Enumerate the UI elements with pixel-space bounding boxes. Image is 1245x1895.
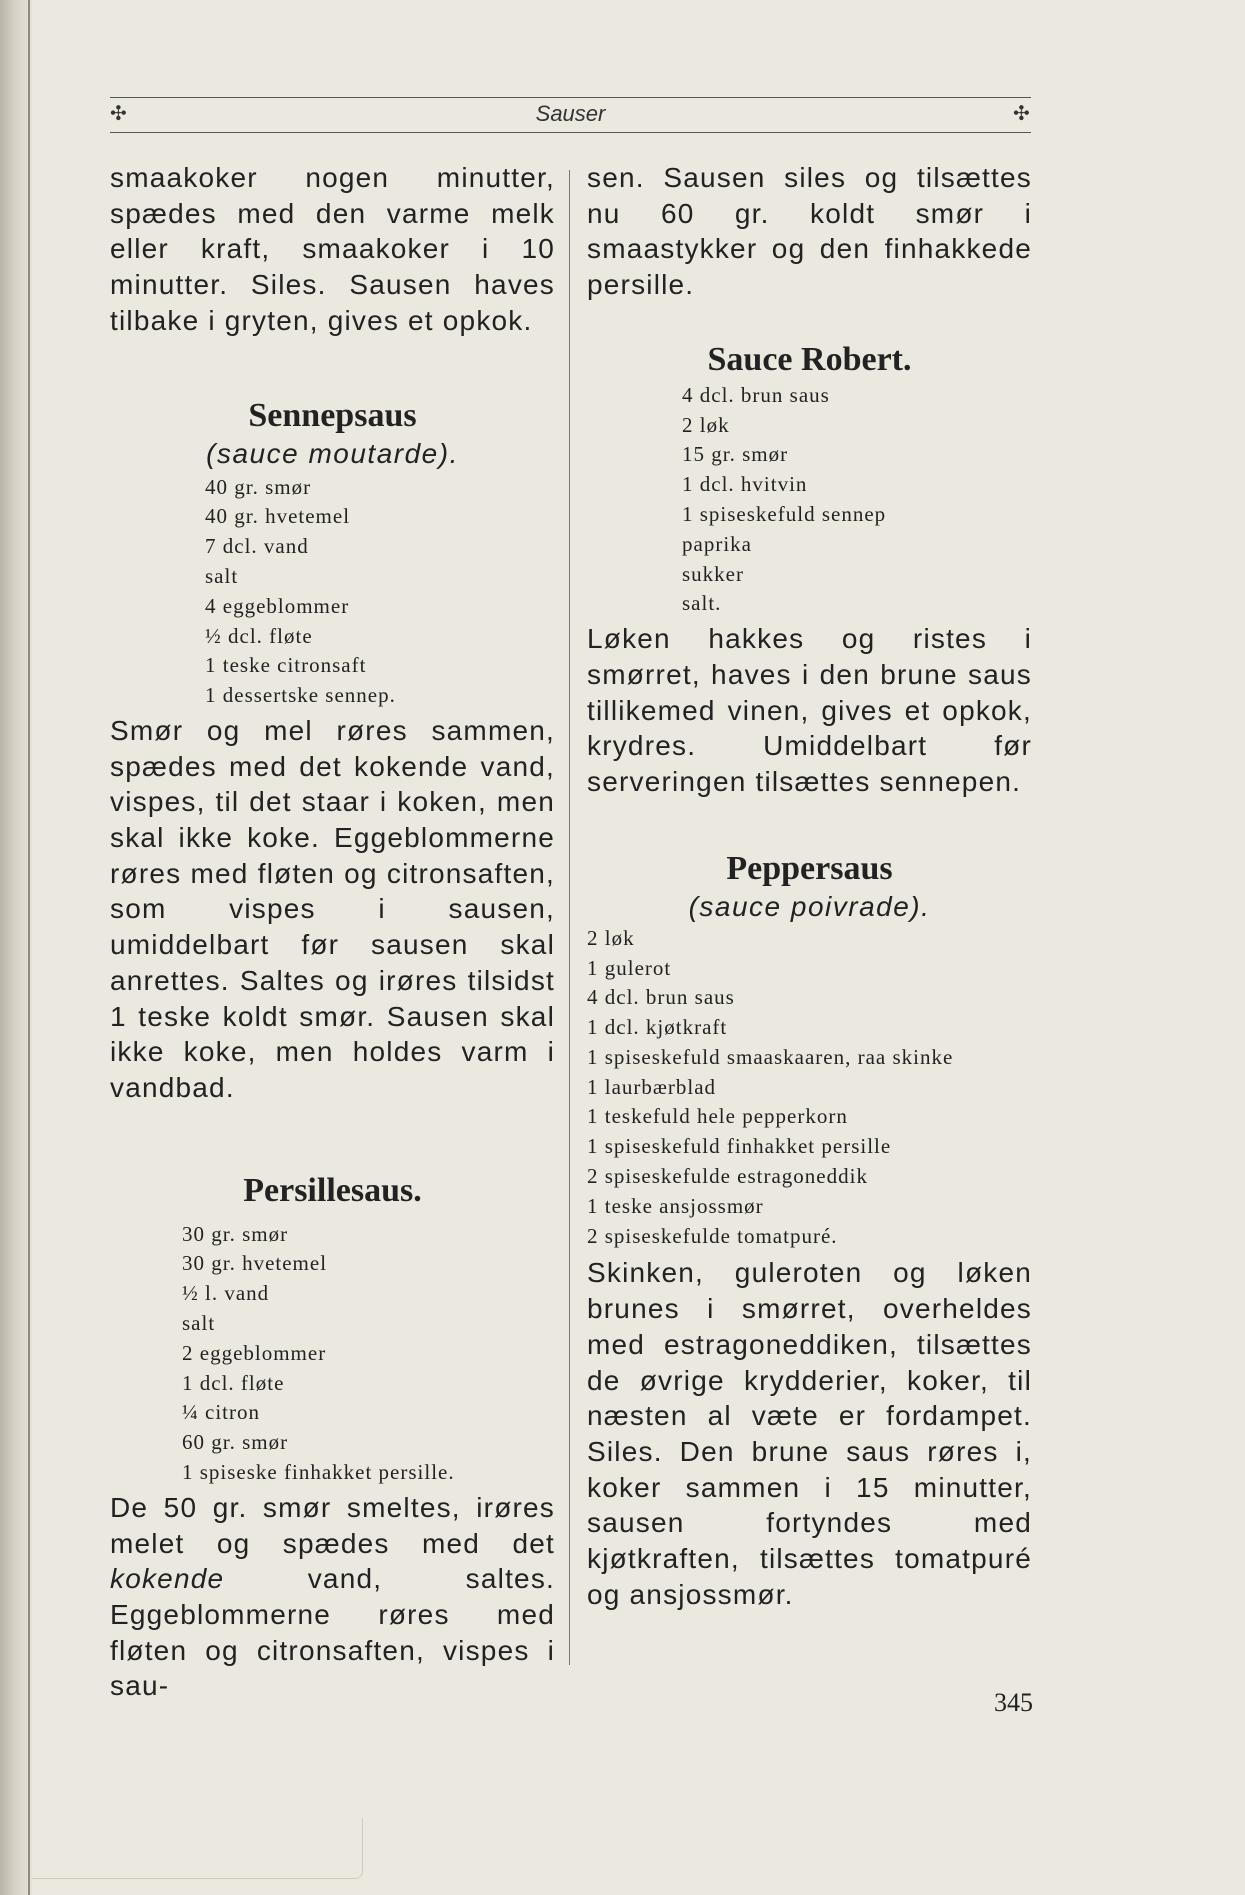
ingredient-item: ½ l. vand (182, 1281, 270, 1306)
method-paragraph-persillesaus (110, 1490, 555, 1704)
ingredient-item: 40 gr. hvetemel (205, 504, 351, 529)
right-column (587, 160, 1032, 1613)
ingredient-item: 1 gulerot (587, 955, 672, 980)
ingredient-item: 1 spiseskefuld finhakket persille (587, 1134, 892, 1159)
ingredient-item: 1 teske citronsaft (205, 653, 367, 678)
page-number: 345 (994, 1688, 1033, 1717)
method-italic-text: kokende (110, 1563, 225, 1595)
ingredient-list-peppersaus (587, 924, 1032, 1252)
intro-paragraph: smaakoker nogen minutter, spædes med den varme melk eller kraft, smaakoker i 10 minutter. Siles. Sausen haves tilbake i gryten, gives et opkok. (110, 162, 555, 336)
header-ornament-right: ✣ (1013, 103, 1030, 125)
column-divider (569, 170, 570, 1665)
ingredient-item: 1 dessertske sennep. (205, 683, 396, 708)
ingredient-item: 2 løk (682, 412, 730, 437)
recipe-subtitle-peppersaus: (sauce poivrade). (688, 890, 931, 922)
method-paragraph-peppersaus: Skinken, guleroten og løken brunes i smørret, overheldes med estragoneddiken, tilsættes de øvrige krydderier, koker, til næsten al væte er fordampet. Siles. Den brune saus røres i, koker sammen i 15 minutter, sausen fortyndes med kjøtkraften, tilsættes tomatpuré og ansjossmør. (587, 1257, 1032, 1610)
ingredient-item: 1 spiseske finhakket persille. (182, 1460, 455, 1484)
ingredient-list-sennepsaus (205, 473, 555, 711)
ingredient-item: 1 dcl. fløte (182, 1370, 285, 1395)
ingredient-list-persillesaus (182, 1220, 555, 1488)
ingredient-item: 15 gr. smør (682, 442, 789, 467)
ingredient-item: 1 teske ansjossmør (587, 1193, 764, 1218)
ingredient-item: 1 dcl. hvitvin (682, 472, 808, 497)
ingredient-item: ¼ citron (182, 1400, 260, 1425)
header-rule-bottom (110, 132, 1031, 133)
ingredient-item: 1 spiseskefuld smaaskaaren, raa skinke (587, 1044, 954, 1069)
ingredient-item: salt (205, 563, 239, 588)
ingredient-item: salt. (682, 591, 722, 616)
ingredient-item: sukker (682, 561, 744, 586)
continuation-paragraph: sen. Sausen siles og tilsættes nu 60 gr. koldt smør i smaastykker og den finhakkede persille. (587, 162, 1032, 301)
ingredient-item: 30 gr. smør (182, 1221, 289, 1246)
ingredient-item: ½ dcl. fløte (205, 623, 313, 648)
ingredient-item: 40 gr. smør (205, 474, 312, 499)
ingredient-item: 2 eggeblommer (182, 1340, 327, 1365)
recipe-subtitle-sennepsaus: (sauce moutarde). (206, 437, 459, 469)
ingredient-item: 1 teskefuld hele pepperkorn (587, 1104, 848, 1129)
spine-edge (28, 0, 30, 1895)
header-rule-top (110, 97, 1031, 98)
left-column (110, 160, 555, 1704)
recipe-title-sauce-robert: Sauce Robert. (707, 340, 912, 378)
ingredient-item: paprika (682, 531, 752, 556)
header-ornament-left: ✣ (110, 103, 127, 125)
ingredient-item: 30 gr. hvetemel (182, 1251, 328, 1276)
method-paragraph-sennepsaus: Smør og mel røres sammen, spædes med det kokende vand, vispes, til det staar i koken, men skal ikke koke. Eggeblommerne røres med fløten og citronsaften, som vispes i sausen, umiddelbart før sausen skal anrettes. Saltes og irøres tilsidst 1 teske koldt smør. Sausen skal ikke koke, men holdes varm i vandbad. (110, 714, 555, 1103)
ingredient-item: 60 gr. smør (182, 1430, 289, 1455)
recipe-title-sennepsaus: Sennepsaus (248, 396, 417, 434)
ingredient-item: 1 dcl. kjøtkraft (587, 1015, 728, 1040)
method-paragraph-sauce-robert: Løken hakkes og ristes i smørret, haves i den brune saus tillikemed vinen, gives et opkok, krydres. Umiddelbart før serveringen tilsættes sennepen. (587, 623, 1032, 797)
ingredient-item: 2 løk (587, 925, 635, 950)
ingredient-item: salt (182, 1311, 216, 1336)
ingredient-item: 1 laurbærblad (587, 1074, 717, 1099)
page-corner-mark (32, 1818, 363, 1879)
ingredient-item: 2 spiseskefulde tomatpuré. (587, 1223, 838, 1248)
ingredient-item: 4 eggeblommer (205, 593, 350, 618)
ingredient-item: 4 dcl. brun saus (682, 382, 830, 407)
ingredient-item: 4 dcl. brun saus (587, 985, 735, 1010)
recipe-title-persillesaus: Persillesaus. (243, 1171, 422, 1209)
ingredient-item: 2 spiseskefulde estragoneddik (587, 1164, 868, 1189)
method-text: vand, saltes. Eggeblommerne røres med fløten og citronsaften, vispes i sau- (110, 1563, 555, 1702)
ingredient-list-sauce-robert (682, 381, 1032, 619)
recipe-title-peppersaus: Peppersaus (726, 849, 893, 887)
ingredient-item: 1 spiseskefuld sennep (682, 502, 887, 526)
running-header: Sauser (535, 101, 606, 126)
method-text: De 50 gr. smør smeltes, irøres melet og spædes med det (110, 1491, 555, 1559)
ingredient-item: 7 dcl. vand (205, 534, 309, 559)
